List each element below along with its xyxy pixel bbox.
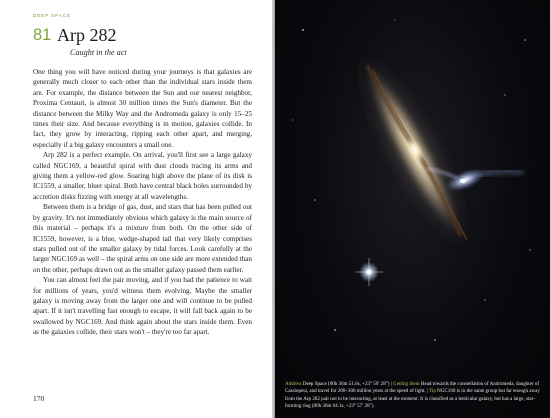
caption-tip-label: Tip [429, 388, 436, 395]
caption-getting-text: Head towards the constellation of Andromeda, daughter of Cassiopeia, and travel for 200–300 million years at the speed of light. | [285, 381, 540, 395]
right-page [275, 0, 550, 418]
image-caption [285, 381, 547, 411]
body-paragraph: Arp 282 is a perfect example. On arrival, you'll first see a large galaxy called NGC169, a beautiful spiral with dust clouds tracing its arms and giving them a yellow-red glow. Soaring high above the plane of its disk is IC1559, a smaller, bluer spiral. Both have central black holes surrounded by accretion disks fizzing with energy at all wavelengths. [33, 151, 252, 201]
body-paragraph: Between them is a bridge of gas, dust, and stars that has been pulled out by gravity. It's not immediately obvious which galaxy is the main source of this material – perhaps it's a mixture from both. On the other side of IC1559, however, is a blue, wedge-shaped tail that very likely comprises stars pulled out of the smaller galaxy by tidal forces. Look carefully at the larger NGC169 as well – the spiral arms on one side are more extended than on the other, perhaps drawn out as the smaller galaxy passed them earlier. [33, 203, 252, 274]
body-text [33, 67, 252, 338]
section-label: DEEP SPACE [33, 13, 71, 18]
caption-tip-text: NGC160 is in the same group but far enough away from the Arp 282 pair not to be interacting, at least at the moment. It is classified as a lenticular galaxy, but has a large, star-forming ring (00h 36m 04.1s, +23° 57′ 28″). [285, 388, 540, 410]
left-page [0, 0, 272, 418]
caption-getting-label: Getting them [393, 381, 420, 387]
page-number: 170 [33, 394, 45, 403]
entry-subtitle: Caught in the act [70, 48, 127, 57]
galaxy-photo [275, 0, 550, 372]
galaxy-image [275, 0, 550, 372]
caption-address-label: Address [285, 381, 302, 387]
entry-number: 81 [33, 26, 52, 44]
body-paragraph: You can almost feel the pair moving, and if you had the patience to wait for millions of years, you'd witness them evolving. Maybe the smaller galaxy is moving away from the larger one and will continue to be pulled apart. If it isn't travelling fast enough to escape, it will fall back again to be swallowed by NGC169. And think again about the stars inside them. Even as the galaxies collide, their stars won't – they're too far apart. [33, 276, 252, 337]
body-paragraph: One thing you will have noticed during your journeys is that galaxies are generally much closer to each other than the individual stars inside them are. For example, the distance between the Sun and our nearest neighbor, Proxima Centauri, is almost 30 million times the Sun's diameter. But the distance between the Milky Way and the Andromeda galaxy is only 15–25 times their size. And because everything is in motion, galaxies collide. In fact, they grow by interacting, ripping each other apart, and merging, especially if a big galaxy encounters a small one. [33, 68, 252, 149]
caption-address-text: Deep Space (00h 36m 51.6s, +23° 59′ 28″) | [301, 381, 394, 387]
entry-title: Arp 282 [57, 25, 117, 45]
